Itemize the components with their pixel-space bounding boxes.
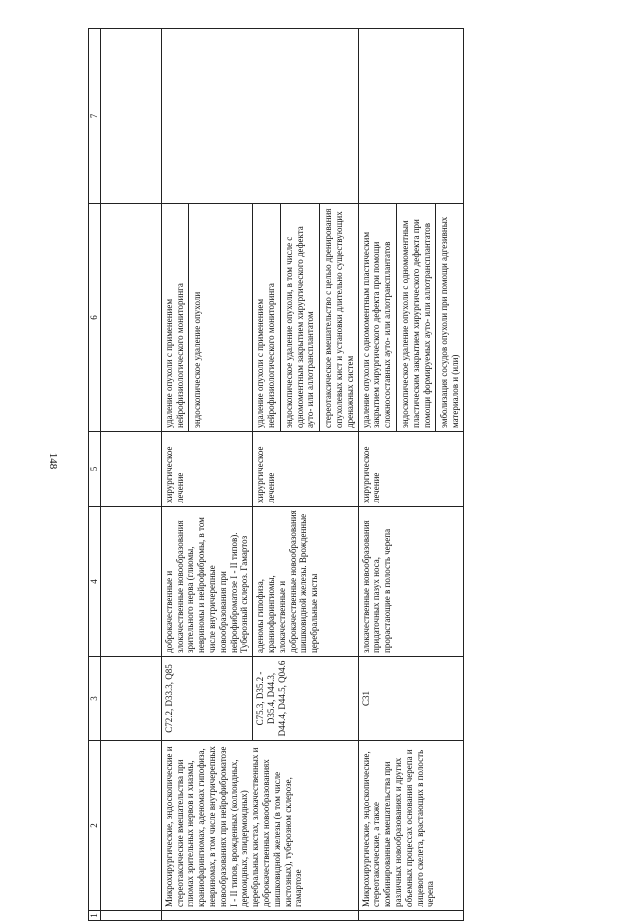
method-item: эндоскопическое удаление опухоли с одномоментным пластическим закрытием хирургического дефекта при помощи формируемых ауто- или аллотрансплантатов xyxy=(396,204,432,431)
icd-codes: C31 xyxy=(358,657,463,741)
method-item: стереотаксическое вмешательство с целью дренирования опухолевых кист и установки длительно существующих дренажных систем xyxy=(319,204,355,431)
method-description: Микрохирургические, эндоскопические, стереотаксические, а также комбинированные вмешательства при различных новообразованиях и других объемных процессах основания черепа и лицевого скелета, врастающих в полость черепа xyxy=(358,741,463,911)
method-item: удаление опухоли с применением нейрофизиологического мониторинга xyxy=(255,283,276,428)
icd-codes: C75.3, D35.2 - D35.4, D44.3, D44.4, D44.5, Q04.6 xyxy=(253,657,358,741)
method-description: Микрохирургические, эндоскопические и стереотаксические вмешательства при глиомах зрительных нервов и хиазмы, краниофарингиомах, аденомах гипофиза, невриномах, в том числе внутричерепных новообразованиях при нейрофиброматозе I - II типов, врожденных (коллоидных, дермоидных, эпидермоидных) церебральных кистах, злокачественных и доброкачественных новообразованиях шишковидной железы (в том числе кистозных), туберозном склерозе, гамартозе xyxy=(161,741,358,911)
method-item: эндоскопическое удаление опухоли xyxy=(188,204,203,431)
column-header: 7 xyxy=(89,29,101,204)
column-header: 1 xyxy=(89,911,101,921)
medical-procedures-table xyxy=(88,28,464,921)
method-item: эмболизация сосудов опухоли при помощи адгезивных материалов и (или) xyxy=(435,204,461,431)
table-row xyxy=(358,29,463,921)
treatment-methods xyxy=(161,204,252,432)
column-header: 6 xyxy=(89,204,101,432)
method-item: удаление опухоли с применением нейрофизиологического мониторинга xyxy=(163,283,185,428)
diagnosis: доброкачественные и злокачественные новообразования зрительного нерва (глиомы, невриномы и нейрофибромы, в том числе внутричерепные новообразования при нейрофиброматозе I - II типов). Туберозный склероз. Гамартоз xyxy=(161,507,252,657)
document-table-rotated xyxy=(88,29,608,921)
treatment-methods xyxy=(358,204,463,432)
page-number: 148 xyxy=(47,452,59,470)
column-header: 4 xyxy=(89,507,101,657)
diagnosis: злокачественные новообразования придаточных пазух носа, прорастающие в полость черепа xyxy=(358,507,463,657)
treatment-type: хирургическое лечение xyxy=(358,432,463,507)
header-row xyxy=(89,29,101,921)
column-header: 5 xyxy=(89,432,101,507)
treatment-type: хирургическое лечение xyxy=(161,432,252,507)
diagnosis: аденомы гипофиза, краниофарингиомы, злокачественные и доброкачественные новообразования шишковидной железы. Врожденные церебральные кисты xyxy=(253,507,358,657)
icd-codes: C72.2, D33.3, Q85 xyxy=(161,657,252,741)
method-item: удаление опухоли с одномоментным пластическим закрытием хирургического дефекта при помощи сложносоставных ауто- или аллотрансплантатов xyxy=(360,231,393,428)
column-header: 3 xyxy=(89,657,101,741)
table-row xyxy=(161,29,252,921)
method-item: эндоскопическое удаление опухоли, в том числе с одномоментным закрытием хирургического дефекта ауто- или аллотрансплантатом xyxy=(280,204,316,431)
column-header: 2 xyxy=(89,741,101,911)
spacer-row xyxy=(100,29,161,921)
treatment-type: хирургическое лечение xyxy=(253,432,358,507)
treatment-methods xyxy=(253,204,358,432)
